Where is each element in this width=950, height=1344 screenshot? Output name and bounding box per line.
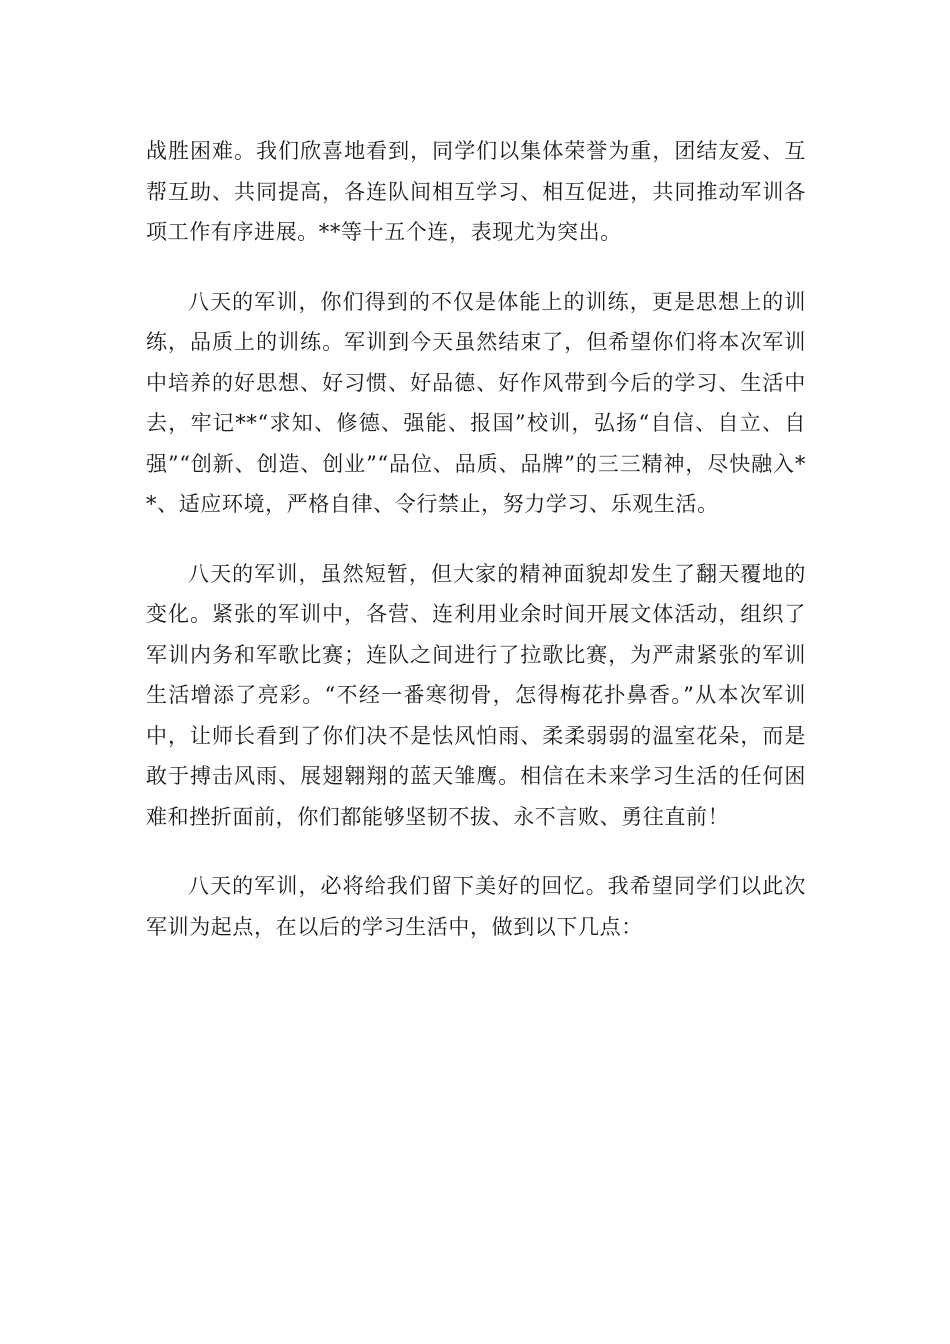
document-body (146, 131, 806, 947)
paragraph-2: 八天的军训，你们得到的不仅是体能上的训练，更是思想上的训练，品质上的训练。军训到今天虽然结束了，但希望你们将本次军训中培养的好思想、好习惯、好品德、好作风带到今后的学习、生活中去，牢记**“求知、修德、强能、报国”校训，弘扬“自信、自立、自强”“创新、创造、创业”“品位、品质、品牌”的三三精神，尽快融入**、适应环境，严格自律、令行禁止，努力学习、乐观生活。 (146, 289, 806, 516)
paragraph-1: 战胜困难。我们欣喜地看到，同学们以集体荣誉为重，团结友爱、互帮互助、共同提高，各连队间相互学习、相互促进，共同推动军训各项工作有序进展。**等十五个连，表现尤为突出。 (146, 139, 806, 244)
paragraph-3: 八天的军训，虽然短暂，但大家的精神面貌却发生了翻天覆地的变化。紧张的军训中，各营、连利用业余时间开展文体活动，组织了军训内务和军歌比赛；连队之间进行了拉歌比赛，为严肃紧张的军训生活增添了亮彩。“不经一番寒彻骨，怎得梅花扑鼻香。”从本次军训中，让师长看到了你们决不是怯风怕雨、柔柔弱弱的温室花朵，而是敢于搏击风雨、展翅翱翔的蓝天雏鹰。相信在未来学习生活的任何困难和挫折面前，你们都能够坚韧不拔、永不言败、勇往直前！ (146, 561, 806, 829)
paragraph-4: 八天的军训，必将给我们留下美好的回忆。我希望同学们以此次军训为起点，在以后的学习生活中，做到以下几点： (146, 874, 806, 939)
